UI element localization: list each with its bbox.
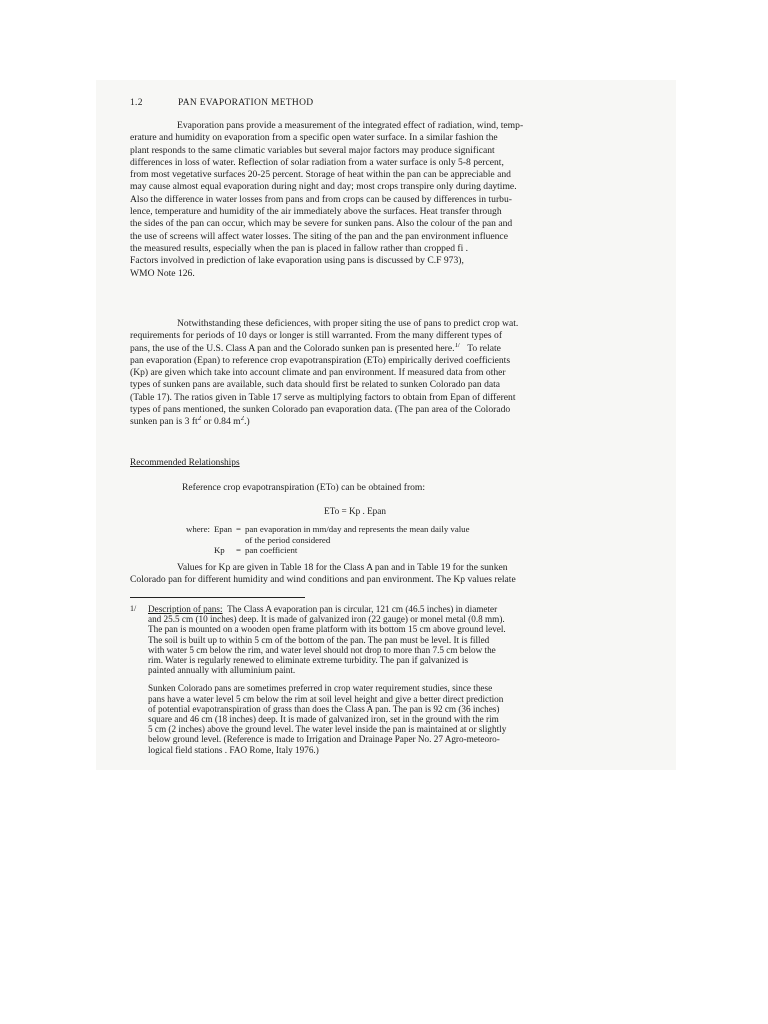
footnote-divider [130,597,305,598]
text-segment: .) [244,416,250,428]
text-line: and 25.5 cm (10 inches) deep. It is made of galvanized iron (22 gauge) or monel metal (0.8 mm). [148,614,505,625]
definition-equals: = [236,524,241,534]
definition-row [186,545,473,556]
text-line: differences in loss of water. Reflection of solar radiation from a water surface is only 5-8 percent, [130,156,504,168]
text-line [130,416,635,428]
definition-equals: = [236,545,241,555]
definition-row [186,535,473,546]
footnote-mark: 1/ [130,604,137,613]
text-line: (Kp) are given which take into account climate and pan environment. If measured data from other [130,367,506,379]
recommended-relationships-heading: Recommended Relationships [130,458,240,468]
text-line: Sunken Colorado pans are sometimes preferred in crop water requirement studies, since these [148,683,493,694]
text-line: with water 5 cm below the rim, and water level should not drop to more than 7.5 cm below the [148,644,496,655]
text-line: requirements for periods of 10 days or longer is still warranted. From the many different types of [130,330,503,342]
eto-formula: ETo = Kp . Epan [324,506,386,516]
superscript: 2 [240,416,245,423]
text-segment: sunken pan is 3 ft [130,416,198,428]
text-line: the use of screens will affect water losses. The siting of the pan and the pan environment influence [130,230,508,242]
section-heading [130,98,313,108]
text-line: (Table 17). The ratios given in Table 17 serve as multiplying factors to obtain from Epan of different [130,391,516,403]
footnote-body [148,604,650,755]
text-line: Colorado pan for different humidity and wind conditions and pan environment. The Kp values relate [130,574,516,586]
text-line [130,343,635,355]
text-segment: The Class A evaporation pan is circular, 121 cm (46.5 inches) in diameter [227,604,498,614]
text-line: of potential evapotranspiration of grass than does the Class A pan. The pan is 92 cm (36 inches) [148,703,500,714]
text-line: square and 46 cm (18 inches) deep. It is made of galvanized iron, set in the ground with the rim [148,714,499,725]
text-line: below ground level. (Reference is made to Irrigation and Drainage Paper No. 27 Agro-meteoro- [148,734,500,745]
text-line: painted annually with alluminium paint. [148,665,296,676]
text-line: The soil is built up to within 5 cm of the bottom of the pan. The pan must be level. It is filled [148,634,490,645]
text-line: rim. Water is regularly renewed to eliminate extreme turbidity. The pan if galvanized is [148,655,469,666]
definition-term: Epan [213,524,233,534]
definition-term: Kp [213,545,225,555]
definition-text: pan coefficient [244,545,298,555]
definition-text: pan evaporation in mm/day and represents the mean daily value [244,524,470,534]
text-line [148,604,650,614]
footnote-block [130,604,650,755]
definition-term [214,535,236,546]
eto-intro-text: Reference crop evapotranspiration (ETo) can be obtained from: [182,482,426,493]
text-line: pan evaporation (Epan) to reference crop evapotranspiration (ETo) empirically derived coefficients [130,354,511,366]
text-line: 5 cm (2 inches) above the ground level. The water level inside the pan is maintained at or slightly [148,724,507,735]
text-line: plant responds to the same climatic variables but several major factors may produce significant [130,144,495,156]
text-line: logical field stations . FAO Rome, Italy 1976.) [148,744,319,755]
text-line: the sides of the pan can occur, which may be severe for sunken pans. Also the colour of the pan and [130,218,513,230]
definition-text: of the period considered [244,534,331,545]
definitions-table [186,524,473,556]
definition-row [186,524,473,535]
text-line: Values for Kp are given in Table 18 for the Class A pan and in Table 19 for the sunken [177,562,508,573]
text-segment: To relate [467,342,501,354]
section-number: 1.2 [130,98,143,108]
section-title: PAN EVAPORATION METHOD [178,98,314,108]
text-line: Factors involved in prediction of lake evaporation using pans is discussed by C.F 973), [130,255,464,267]
text-line: pans have a water level 5 cm below the rim at soil level height and give a better direct prediction [148,693,504,704]
text-line: WMO Note 126. [130,267,195,279]
definitions-block [186,524,473,556]
superscript: 2 [197,416,202,423]
text-line: types of sunken pans are available, such data should first be related to sunken Colorado pan data [130,379,501,391]
text-line: the measured results, especially when the pan is placed in fallow rather than cropped fi . [130,242,469,254]
text-line: types of pans mentioned, the sunken Colorado pan evaporation data. (The pan area of the Colorado [130,404,511,416]
definition-equals [236,535,245,546]
text-line: Evaporation pans provide a measurement of the integrated effect of radiation, wind, temp- [177,120,524,131]
footnote-label: Description of pans: [148,604,223,614]
text-line: from most vegetative surfaces 20-25 percent. Storage of heat within the pan can be appreciable and [130,169,511,181]
text-line: may cause almost equal evaporation during night and day; most crops transpire only during daytime. [130,181,517,193]
document-page [96,80,676,770]
text-line: Notwithstanding these deficiences, with proper siting the use of pans to predict crop wat. [177,318,519,329]
text-line: lence, temperature and humidity of the air immediately above the surfaces. Heat transfer through [130,206,502,218]
text-segment: pans, the use of the U.S. Class A pan and the Colorado sunken pan is presented here. [130,342,455,354]
text-line: erature and humidity on evaporation from a specific open water surface. In a similar fashion the [130,132,498,144]
where-label: where: [186,524,210,534]
text-line: Also the difference in water losses from pans and from crops can be caused by differences in turbu- [130,193,512,205]
paragraph-3 [130,562,635,587]
paragraph-1 [130,120,635,280]
text-segment: or 0.84 m [201,416,241,428]
footnote-reference: 1/ [454,342,460,349]
text-line: The pan is mounted on a wooden open frame platform with its bottom 15 cm above ground level. [148,624,506,635]
paragraph-2 [130,318,635,429]
